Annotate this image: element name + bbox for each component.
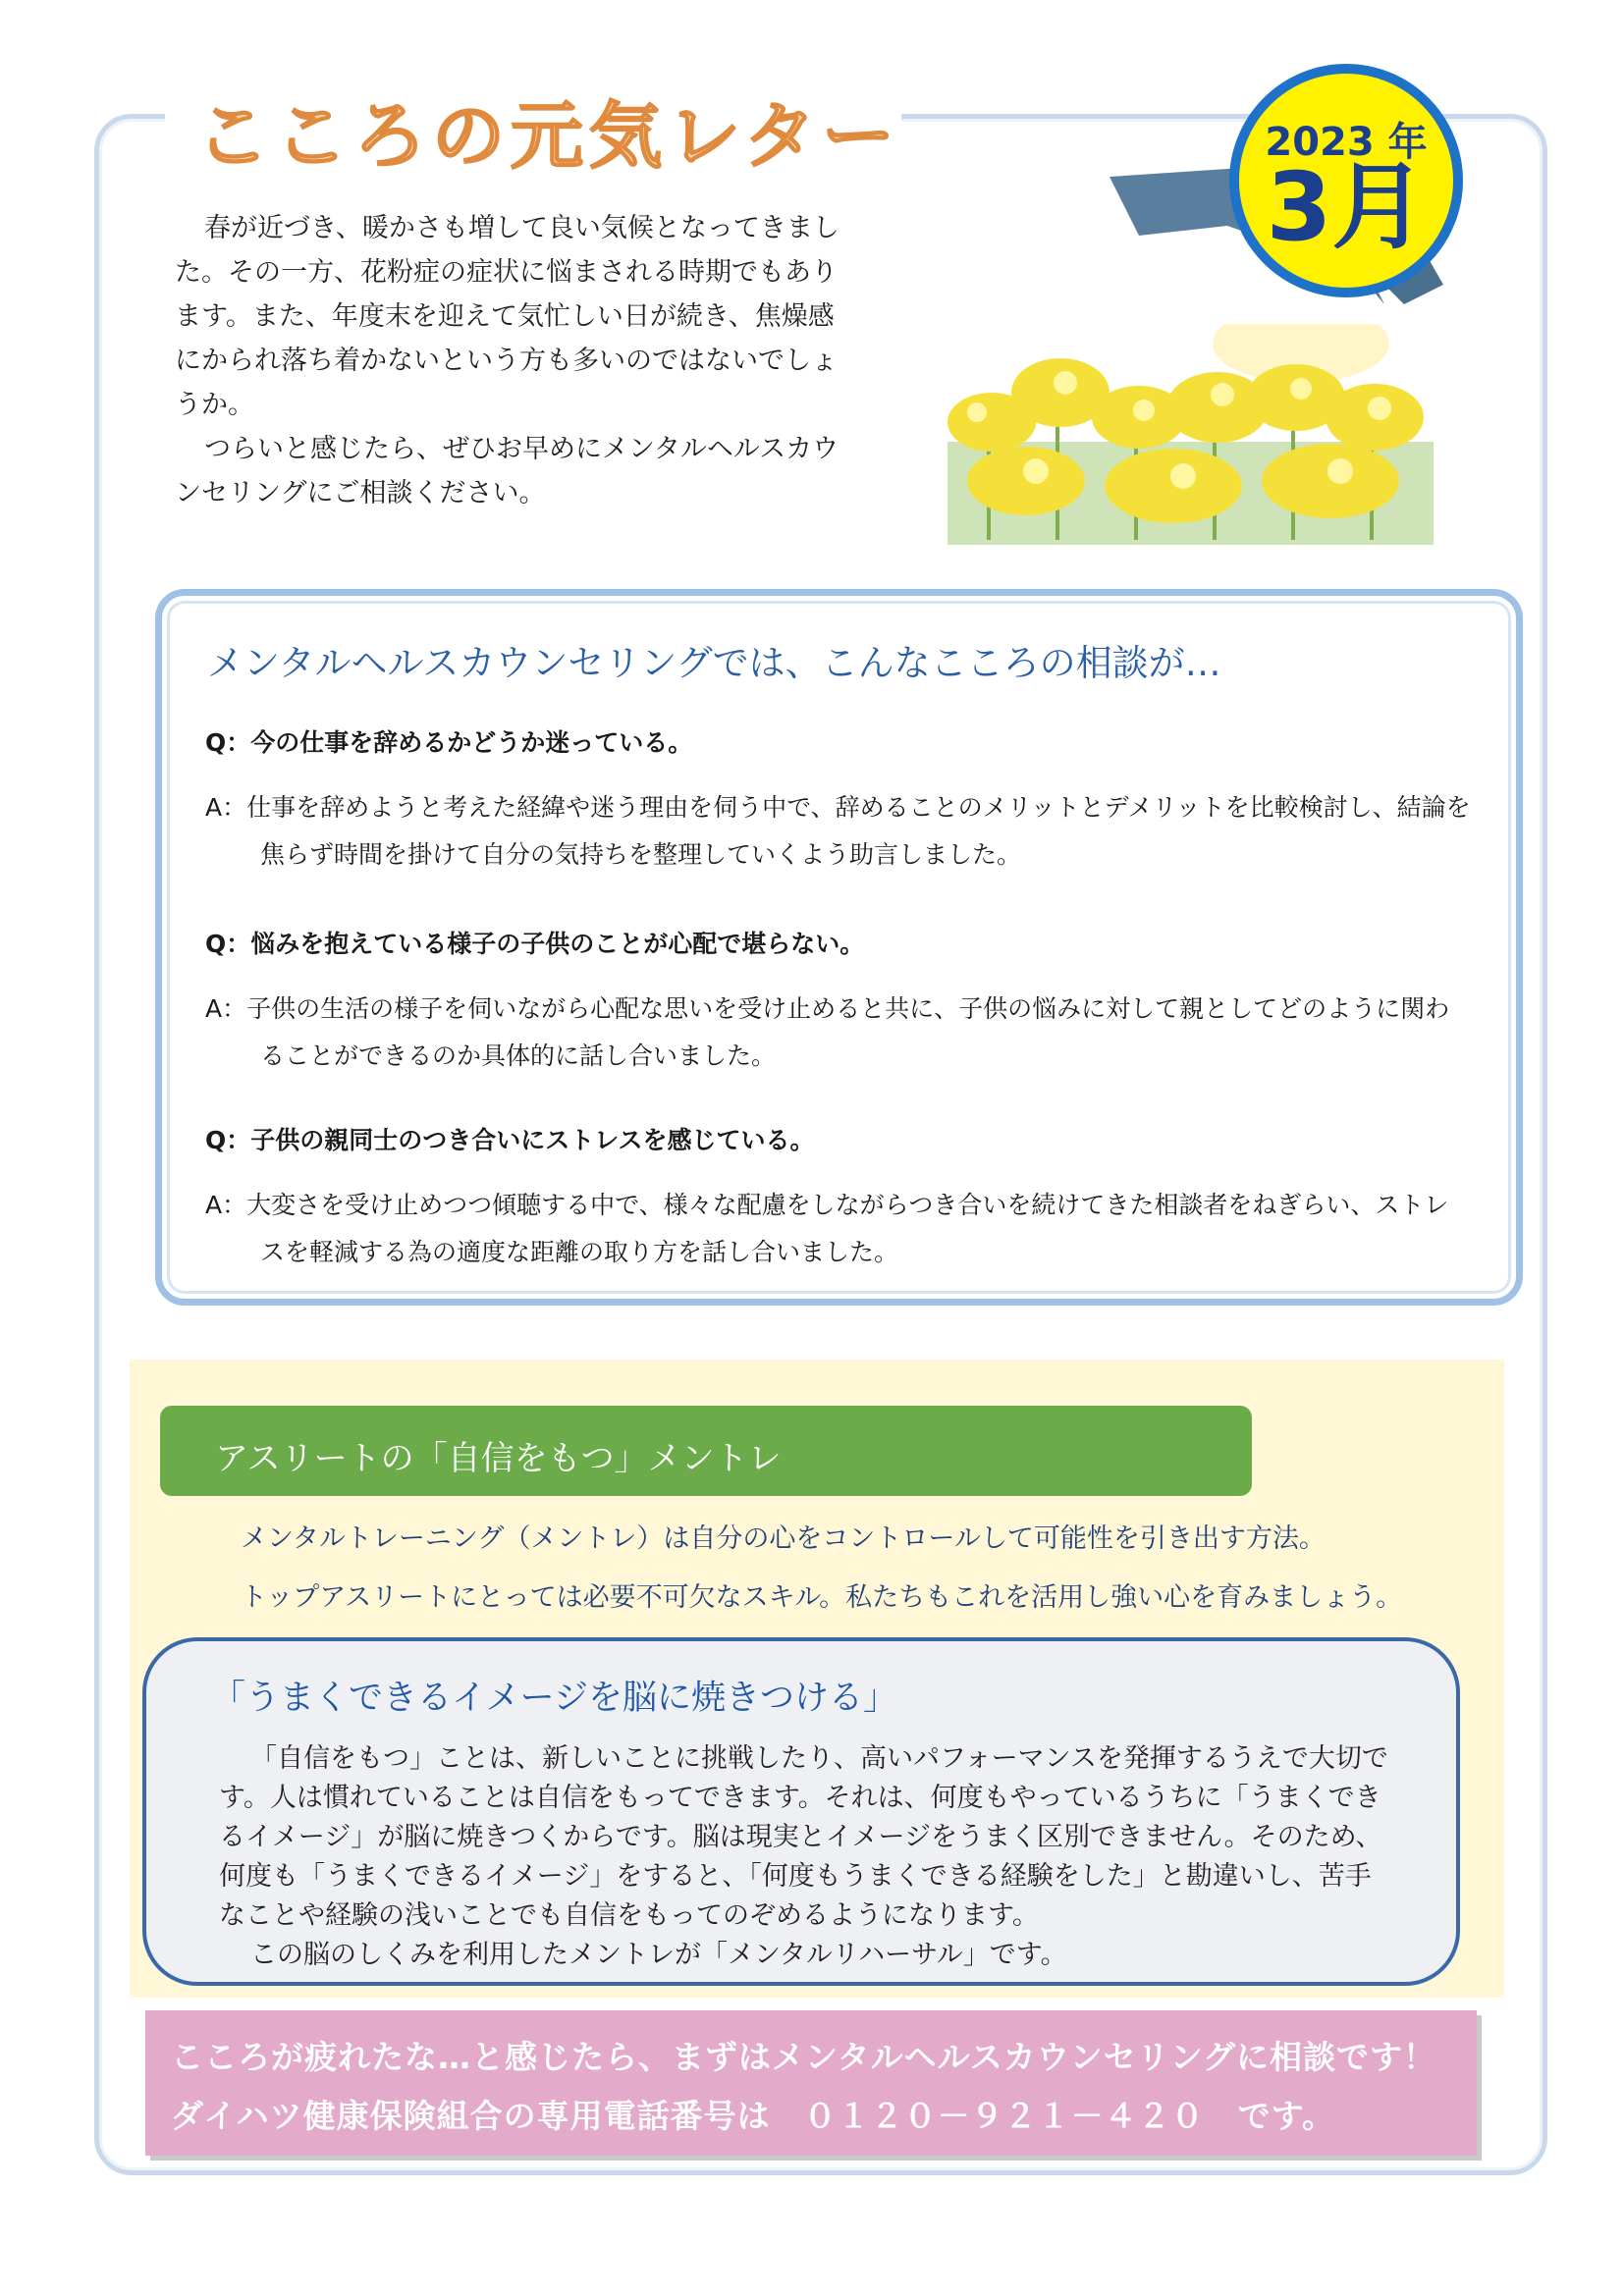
qa-item xyxy=(205,925,1472,1080)
brain-box-title: 「うまくできるイメージを脳に焼きつける」 xyxy=(211,1679,897,1718)
contact-phone-line: ダイハツ健康保険組合の専用電話番号は ０１２０－９２１－４２０ です。 xyxy=(171,2097,1336,2135)
date-badge xyxy=(1229,64,1463,297)
brain-box-paragraph: この脳のしくみを利用したメントレが「メンタルリハーサル」です。 xyxy=(250,1940,1067,1970)
qa-item xyxy=(205,723,1472,879)
badge-year: 2023 年 xyxy=(1265,120,1428,165)
intro-text xyxy=(175,206,852,515)
intro-paragraph: つらいと感じたら、ぜひお早めにメンタルヘルスカウンセリングにご相談ください。 xyxy=(175,434,839,508)
counseling-examples-box xyxy=(155,589,1523,1306)
athlete-section-title: アスリートの「自信をもつ」メントレ xyxy=(215,1439,782,1478)
qa-item xyxy=(205,1121,1472,1276)
brain-image-box xyxy=(142,1637,1460,1986)
contact-banner xyxy=(145,2010,1477,2156)
answer: A：子供の生活の様子を伺いながら心配な思いを受け止めると共に、子供の悩みに対して親としてどのように関わることができるのか具体的に話し合いました。 xyxy=(205,994,1450,1070)
question: Q：悩みを抱えている様子の子供のことが心配で堪らない。 xyxy=(205,930,865,958)
badge-month: 3月 xyxy=(1266,152,1427,262)
newsletter-title: こころの元気レター xyxy=(196,94,901,179)
mentore-line: トップアスリートにとっては必要不可欠なスキル。私たちもこれを活用し強い心を育みましょう。 xyxy=(241,1582,1403,1613)
rapeseed-flowers-illustration xyxy=(947,324,1434,545)
intro-paragraph: 春が近づき、暖かさも増して良い気候となってきました。その一方、花粉症の症状に悩まされる時期でもあります。また、年度末を迎えて気忙しい日が続き、焦燥感にかられ落ち着かないという方も多いのではないでしょうか。 xyxy=(175,213,839,420)
answer: A：仕事を辞めようと考えた経緯や迷う理由を伺う中で、辞めることのメリットとデメリットを比較検討し、結論を焦らず時間を掛けて自分の気持ちを整理していくよう助言しました。 xyxy=(205,793,1471,869)
mentore-line: メンタルトレーニング（メントレ）は自分の心をコントロールして可能性を引き出す方法。 xyxy=(241,1523,1326,1554)
brain-box-paragraph: 「自信をもつ」ことは、新しいことに挑戦したり、高いパフォーマンスを発揮するうえで大切です。人は慣れていることは自信をもってできます。それは、何度もやっているうちに「うまくできるイメージ」が脳に焼きつくからです。脳は現実とイメージをうまく区別できません。そのため、何度も「うまくできるイメージ」をすると、「何度もうまくできる経験をした」と勘違いし、苦手なことや経験の浅いことでも自信をもってのぞめるようになります。 xyxy=(219,1743,1388,1931)
contact-line: こころが疲れたな…と感じたら、まずはメンタルヘルスカウンセリングに相談です！ xyxy=(171,2038,1437,2076)
counseling-heading: メンタルヘルスカウンセリングでは、こんなこころの相談が… xyxy=(207,642,1221,684)
question: Q：子供の親同士のつき合いにストレスを感じている。 xyxy=(205,1126,815,1154)
answer: A：大変さを受け止めつつ傾聴する中で、様々な配慮をしながらつき合いを続けてきた相談者をねぎらい、ストレスを軽減する為の適度な距離の取り方を話し合いました。 xyxy=(205,1191,1449,1266)
athlete-section-header xyxy=(160,1406,1252,1496)
question: Q：今の仕事を辞めるかどうか迷っている。 xyxy=(205,728,693,757)
brain-box-body xyxy=(219,1739,1397,1975)
